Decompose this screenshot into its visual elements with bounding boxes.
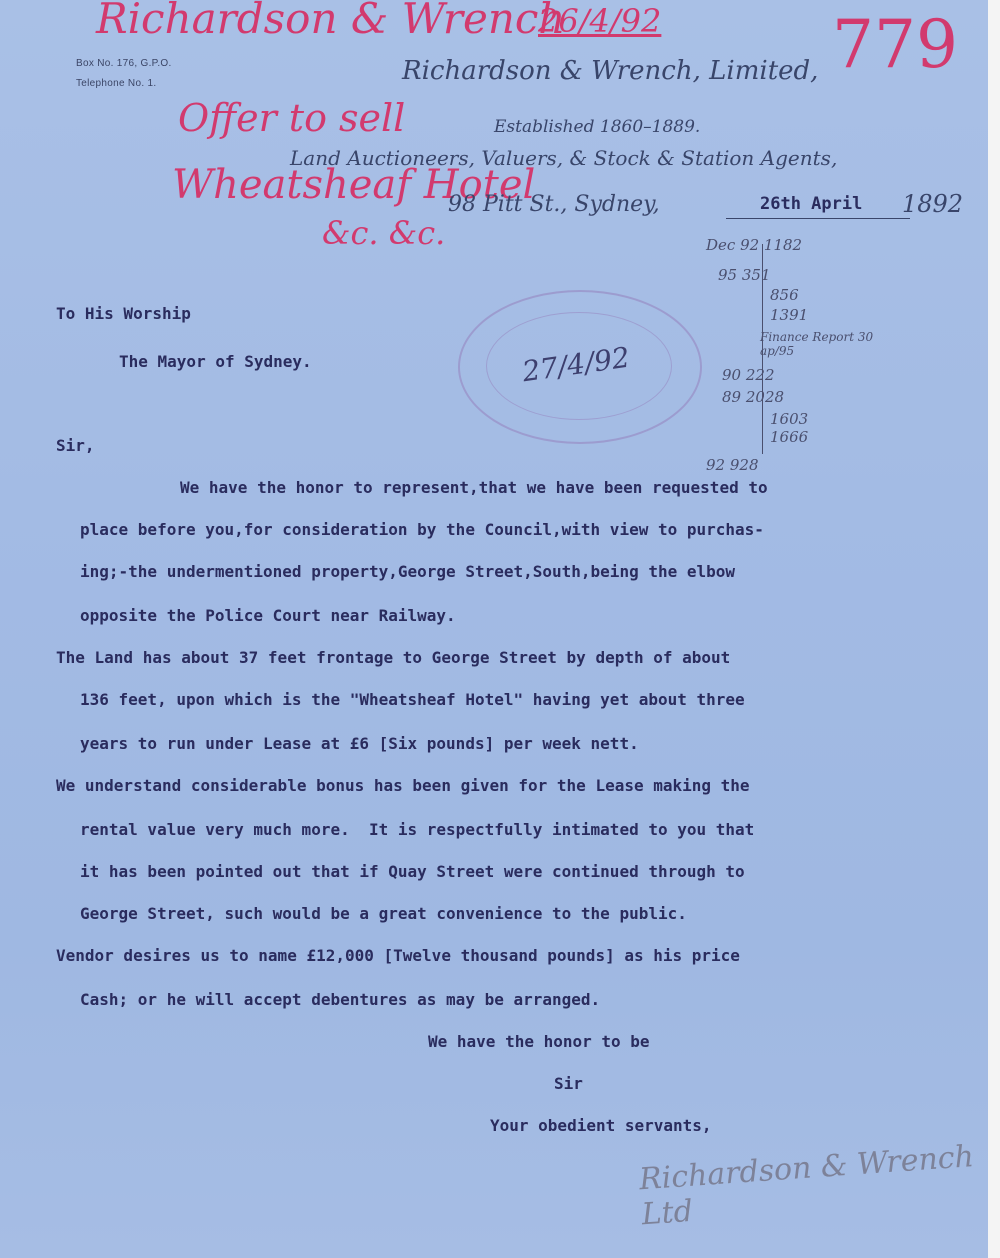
address-line: 98 Pitt St., Sydney,: [448, 192, 660, 217]
body-line: We have the honor to represent,that we have been requested to: [180, 478, 768, 497]
company-name: Richardson & Wrench, Limited,: [402, 56, 819, 86]
date-underline: [726, 218, 910, 219]
body-line: 136 feet, upon which is the "Wheatsheaf Hotel" having yet about three: [80, 690, 745, 709]
salutation: Sir,: [56, 436, 95, 455]
typed-date: 26th April: [760, 194, 863, 214]
red-annotation-date: 26/4/92: [538, 2, 662, 40]
body-line: place before you,for consideration by the Council,with view to purchas-: [80, 520, 764, 539]
red-annotation-offer: Offer to sell: [178, 96, 406, 140]
red-annotation-firm: Richardson & Wrench: [96, 0, 566, 43]
pencil-note-3: 856: [770, 286, 799, 304]
year: 1892: [902, 190, 964, 218]
pencil-note-6: 90 222: [722, 366, 775, 384]
pencil-note-1: Dec 92 1182: [706, 236, 803, 254]
signature: Richardson & Wrench Ltd: [637, 1139, 975, 1233]
body-line: years to run under Lease at £6 [Six pounds] per week nett.: [80, 734, 639, 753]
pencil-note-10: 92 928: [706, 456, 759, 474]
body-line: it has been pointed out that if Quay Street were continued through to: [80, 862, 745, 881]
established-line: Established 1860–1889.: [494, 117, 701, 137]
body-line: opposite the Police Court near Railway.: [80, 606, 456, 625]
box-number: Box No. 176, G.P.O.: [76, 58, 172, 69]
addressee-line-2: The Mayor of Sydney.: [119, 352, 312, 371]
body-line: George Street, such would be a great convenience to the public.: [80, 904, 687, 923]
body-line: ing;-the undermentioned property,George Street,South,being the elbow: [80, 562, 736, 581]
pencil-note-4: 1391: [770, 306, 809, 324]
body-line: Vendor desires us to name £12,000 [Twelve thousand pounds] as his price: [56, 946, 740, 965]
closing-line-2: Sir: [554, 1074, 583, 1093]
body-line: rental value very much more. It is respectfully intimated to you that: [80, 820, 755, 839]
addressee-line-1: To His Worship: [56, 304, 191, 323]
closing-line-3: Your obedient servants,: [490, 1116, 712, 1135]
closing-line-1: We have the honor to be: [428, 1032, 650, 1051]
pencil-note-8: 1603: [770, 410, 809, 428]
body-line: We understand considerable bonus has been given for the Lease making the: [56, 776, 750, 795]
body-line: The Land has about 37 feet frontage to George Street by depth of about: [56, 648, 731, 667]
telephone-number: Telephone No. 1.: [76, 78, 157, 89]
page-edge: [988, 0, 1000, 1258]
trades-line: Land Auctioneers, Valuers, & Stock & Station Agents,: [290, 146, 838, 170]
pencil-note-2: 95 351: [718, 266, 771, 284]
red-annotation-number: 779: [832, 6, 958, 83]
pencil-note-5: Finance Report 30 ap/95: [760, 330, 874, 358]
red-annotation-etc: &c. &c.: [322, 214, 446, 252]
pencil-note-7: 89 2028: [722, 388, 785, 406]
red-annotation-hotel: Wheatsheaf Hotel: [172, 162, 536, 208]
stamp-date: 27/4/92: [520, 340, 632, 389]
pencil-note-9: 1666: [770, 428, 809, 446]
body-line: Cash; or he will accept debentures as may be arranged.: [80, 990, 601, 1009]
received-stamp: [458, 290, 702, 444]
